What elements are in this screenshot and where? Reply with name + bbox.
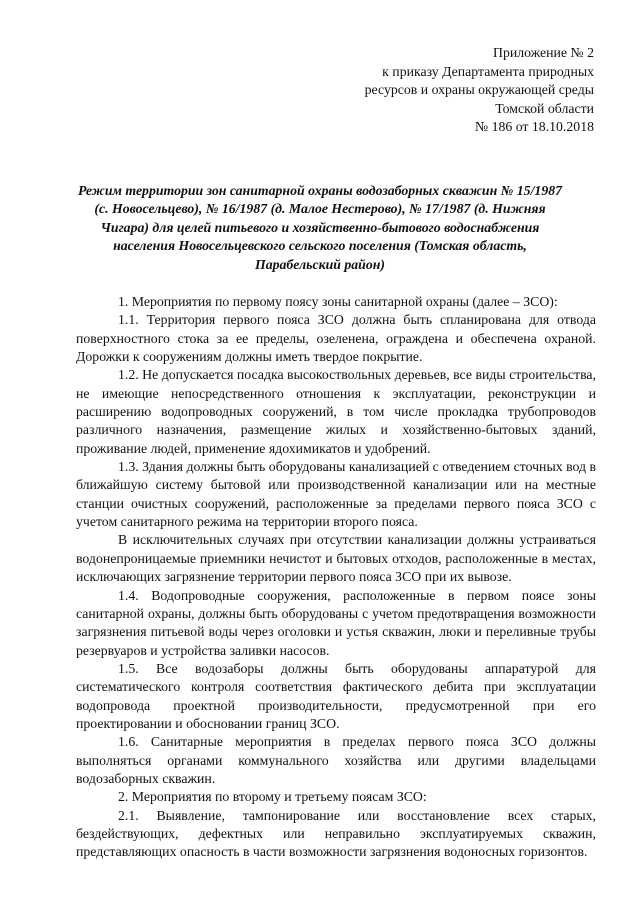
title-line: (с. Новосельцево), № 16/1987 (д. Малое Нестерово), № 17/1987 (д. Нижняя	[94, 201, 546, 217]
title-line: Чигара) для целей питьевого и хозяйственно-бытового водоснабжения	[100, 219, 540, 235]
paragraph-1-4: 1.4. Водопроводные сооружения, расположенные в первом поясе зоны санитарной охраны, должны быть оборудованы с учетом предотвращения возможности загрязнения питьевой воды через оголовки и устья скважин, люки и переливные трубы резервуаров и устройства заливки насосов.	[76, 587, 596, 658]
paragraph-1-3: 1.3. Здания должны быть оборудованы канализацией с отведением сточных вод в ближайшую систему бытовой или производственной канализации или на местные станции очистных сооружений, расположенные за пределами первого пояса ЗСО с учетом санитарного режима на территории второго пояса.	[76, 459, 596, 530]
document-body	[76, 293, 596, 862]
paragraph-1-6: 1.6. Санитарные мероприятия в пределах первого пояса ЗСО должны выполняться органами коммунального хозяйства или другими владельцами водозаборных скважин.	[76, 734, 596, 786]
title-line: населения Новосельцевского сельского поселения (Томская область,	[113, 238, 527, 254]
appendix-line: Приложение № 2	[492, 45, 594, 60]
section-heading-1: 1. Мероприятия по первому поясу зоны санитарной охраны (далее – ЗСО):	[118, 294, 558, 309]
appendix-line: № 186 от 18.10.2018	[474, 119, 594, 135]
paragraph-1-5: 1.5. Все водозаборы должны быть оборудованы аппаратурой для систематического контроля соответствия фактического дебита при эксплуатации водопровода проектной производительности, предусмотренной при его проектировании и обосновании границ ЗСО.	[76, 660, 596, 731]
section-heading-2: 2. Мероприятия по второму и третьему поясам ЗСО:	[118, 789, 427, 805]
paragraph-1-1: 1.1. Территория первого пояса ЗСО должна быть спланирована для отвода поверхностного стока за ее пределы, озеленена, ограждена и обеспечена охраной. Дорожки к сооружениям должны иметь твердое покрытие.	[76, 312, 596, 365]
title-line: Парабельский район)	[254, 256, 385, 272]
title-line: Режим территории зон санитарной охраны водозаборных скважин № 15/1987	[77, 183, 563, 198]
document-title	[60, 182, 580, 274]
paragraph-1-3-exception: В исключительных случаях при отсутствии канализации должны устраиваться водонепроницаемые приемники нечистот и бытовых отходов, расположенные в местах, исключающих загрязнение территории первого пояса ЗСО при их вывозе.	[76, 532, 596, 585]
appendix-line: ресурсов и охраны окружающей среды	[364, 82, 594, 98]
paragraph-2-1: 2.1. Выявление, тампонирование или восстановление всех старых, бездействующих, дефектных или неправильно эксплуатируемых скважин, представляющих опасность в части возможности загрязнения водоносных горизонтов.	[76, 807, 596, 860]
appendix-line: Томской области	[495, 100, 594, 116]
appendix-header	[365, 44, 594, 137]
paragraph-1-2: 1.2. Не допускается посадка высокоствольных деревьев, все виды строительства, не имеющие непосредственного отношения к эксплуатации, реконструкции и расширению водопроводных сооружений, в том числе прокладка трубопроводов различного назначения, размещение жилых и хозяйственно-бытовых зданий, проживание людей, применение ядохимикатов и удобрений.	[76, 367, 596, 456]
appendix-line: к приказу Департамента природных	[382, 63, 594, 79]
